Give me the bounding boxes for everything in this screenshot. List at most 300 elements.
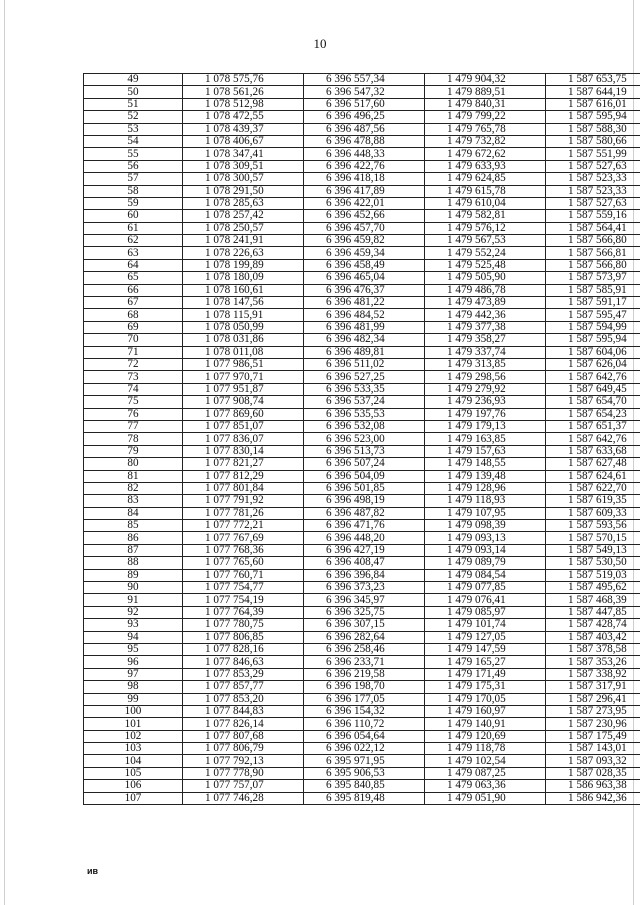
y2-coordinate-cell: 1 587 653,75 [546,74,640,86]
table-row [84,235,640,247]
y2-coordinate-cell: 1 587 093,32 [546,755,640,767]
table-row [84,482,640,494]
y2-coordinate-cell: 1 587 378,58 [546,643,640,655]
point-number-cell: 61 [84,222,183,234]
point-number-cell: 92 [84,606,183,618]
y-coordinate-cell: 6 396 110,72 [304,718,425,730]
x2-coordinate-cell: 1 479 313,85 [425,358,546,370]
y-coordinate-cell: 6 396 422,01 [304,197,425,209]
table-row [84,730,640,742]
y-coordinate-cell: 6 396 484,52 [304,309,425,321]
y-coordinate-cell: 6 395 819,48 [304,792,425,804]
x2-coordinate-cell: 1 479 163,85 [425,433,546,445]
x2-coordinate-cell: 1 479 197,76 [425,408,546,420]
y-coordinate-cell: 6 396 489,81 [304,346,425,358]
y2-coordinate-cell: 1 587 604,06 [546,346,640,358]
x2-coordinate-cell: 1 479 505,90 [425,272,546,284]
y-coordinate-cell: 6 396 547,32 [304,86,425,98]
y2-coordinate-cell: 1 587 523,33 [546,185,640,197]
table-row [84,705,640,717]
x2-coordinate-cell: 1 479 087,25 [425,767,546,779]
table-row [84,718,640,730]
table-row [84,135,640,147]
table-row [84,656,640,668]
x-coordinate-cell: 1 078 011,08 [183,346,304,358]
point-number-cell: 97 [84,668,183,680]
y-coordinate-cell: 6 396 498,19 [304,495,425,507]
point-number-cell: 81 [84,470,183,482]
table-row [84,334,640,346]
table-row [84,767,640,779]
x-coordinate-cell: 1 077 830,14 [183,445,304,457]
x-coordinate-cell: 1 077 828,16 [183,643,304,655]
x2-coordinate-cell: 1 479 076,41 [425,594,546,606]
point-number-cell: 67 [84,297,183,309]
x-coordinate-cell: 1 078 147,56 [183,297,304,309]
coordinates-table [83,73,640,805]
x-coordinate-cell: 1 077 754,77 [183,582,304,594]
x-coordinate-cell: 1 077 807,68 [183,730,304,742]
x-coordinate-cell: 1 077 986,51 [183,358,304,370]
y-coordinate-cell: 6 396 154,32 [304,705,425,717]
y-coordinate-cell: 6 396 325,75 [304,606,425,618]
x2-coordinate-cell: 1 479 525,48 [425,259,546,271]
y2-coordinate-cell: 1 587 570,15 [546,532,640,544]
x-coordinate-cell: 1 077 791,92 [183,495,304,507]
point-number-cell: 50 [84,86,183,98]
y2-coordinate-cell: 1 587 403,42 [546,631,640,643]
x2-coordinate-cell: 1 479 486,78 [425,284,546,296]
y-coordinate-cell: 6 396 507,24 [304,458,425,470]
point-number-cell: 100 [84,705,183,717]
point-number-cell: 82 [84,482,183,494]
y2-coordinate-cell: 1 587 595,47 [546,309,640,321]
point-number-cell: 59 [84,197,183,209]
x2-coordinate-cell: 1 479 098,39 [425,520,546,532]
x-coordinate-cell: 1 077 951,87 [183,383,304,395]
x-coordinate-cell: 1 077 821,27 [183,458,304,470]
point-number-cell: 57 [84,173,183,185]
x-coordinate-cell: 1 077 970,71 [183,371,304,383]
point-number-cell: 76 [84,408,183,420]
table-row [84,445,640,457]
x-coordinate-cell: 1 078 031,86 [183,334,304,346]
y-coordinate-cell: 6 396 022,12 [304,743,425,755]
x2-coordinate-cell: 1 479 672,62 [425,148,546,160]
point-number-cell: 77 [84,420,183,432]
point-number-cell: 80 [84,458,183,470]
y2-coordinate-cell: 1 587 573,97 [546,272,640,284]
point-number-cell: 88 [84,557,183,569]
y-coordinate-cell: 6 396 448,33 [304,148,425,160]
table-row [84,544,640,556]
y-coordinate-cell: 6 396 307,15 [304,619,425,631]
x2-coordinate-cell: 1 479 063,36 [425,780,546,792]
y2-coordinate-cell: 1 587 566,80 [546,259,640,271]
x2-coordinate-cell: 1 479 624,85 [425,173,546,185]
x-coordinate-cell: 1 077 757,07 [183,780,304,792]
x2-coordinate-cell: 1 479 160,97 [425,705,546,717]
y-coordinate-cell: 6 396 219,58 [304,668,425,680]
table-row [84,371,640,383]
table-row [84,668,640,680]
y-coordinate-cell: 6 396 054,64 [304,730,425,742]
y-coordinate-cell: 6 395 906,53 [304,767,425,779]
point-number-cell: 98 [84,681,183,693]
x2-coordinate-cell: 1 479 377,38 [425,321,546,333]
left-scan-edge [4,0,5,905]
x2-coordinate-cell: 1 479 118,93 [425,495,546,507]
x-coordinate-cell: 1 077 778,90 [183,767,304,779]
x2-coordinate-cell: 1 479 298,56 [425,371,546,383]
y2-coordinate-cell: 1 587 447,85 [546,606,640,618]
x2-coordinate-cell: 1 479 552,24 [425,247,546,259]
point-number-cell: 102 [84,730,183,742]
point-number-cell: 87 [84,544,183,556]
x-coordinate-cell: 1 077 806,79 [183,743,304,755]
x-coordinate-cell: 1 077 768,36 [183,544,304,556]
point-number-cell: 101 [84,718,183,730]
y-coordinate-cell: 6 396 177,05 [304,693,425,705]
y-coordinate-cell: 6 396 417,89 [304,185,425,197]
y2-coordinate-cell: 1 587 591,17 [546,297,640,309]
x-coordinate-cell: 1 077 908,74 [183,396,304,408]
x-coordinate-cell: 1 077 826,14 [183,718,304,730]
y-coordinate-cell: 6 396 418,18 [304,173,425,185]
table-row [84,507,640,519]
point-number-cell: 69 [84,321,183,333]
x-coordinate-cell: 1 078 291,50 [183,185,304,197]
y2-coordinate-cell: 1 587 627,48 [546,458,640,470]
x2-coordinate-cell: 1 479 093,13 [425,532,546,544]
point-number-cell: 79 [84,445,183,457]
x-coordinate-cell: 1 078 160,61 [183,284,304,296]
y2-coordinate-cell: 1 587 649,45 [546,383,640,395]
x-coordinate-cell: 1 077 844,83 [183,705,304,717]
x-coordinate-cell: 1 078 309,51 [183,160,304,172]
table-row [84,148,640,160]
point-number-cell: 49 [84,74,183,86]
y2-coordinate-cell: 1 587 519,03 [546,569,640,581]
y2-coordinate-cell: 1 587 580,66 [546,135,640,147]
x2-coordinate-cell: 1 479 732,82 [425,135,546,147]
y-coordinate-cell: 6 396 511,02 [304,358,425,370]
x-coordinate-cell: 1 077 812,29 [183,470,304,482]
y-coordinate-cell: 6 396 487,82 [304,507,425,519]
y-coordinate-cell: 6 396 481,22 [304,297,425,309]
table-row [84,470,640,482]
x2-coordinate-cell: 1 479 051,90 [425,792,546,804]
table-row [84,420,640,432]
table-row [84,297,640,309]
y2-coordinate-cell: 1 587 654,70 [546,396,640,408]
y2-coordinate-cell: 1 587 609,33 [546,507,640,519]
table-row [84,383,640,395]
point-number-cell: 62 [84,235,183,247]
y-coordinate-cell: 6 396 476,37 [304,284,425,296]
y-coordinate-cell: 6 396 535,53 [304,408,425,420]
x2-coordinate-cell: 1 479 139,48 [425,470,546,482]
y-coordinate-cell: 6 396 478,88 [304,135,425,147]
point-number-cell: 58 [84,185,183,197]
x2-coordinate-cell: 1 479 889,51 [425,86,546,98]
x-coordinate-cell: 1 078 226,63 [183,247,304,259]
y2-coordinate-cell: 1 587 028,35 [546,767,640,779]
table-row [84,495,640,507]
table-row [84,98,640,110]
point-number-cell: 56 [84,160,183,172]
table-row [84,458,640,470]
table-row [84,792,640,804]
point-number-cell: 99 [84,693,183,705]
y-coordinate-cell: 6 396 459,82 [304,235,425,247]
y2-coordinate-cell: 1 587 642,76 [546,433,640,445]
point-number-cell: 83 [84,495,183,507]
x-coordinate-cell: 1 077 857,77 [183,681,304,693]
x2-coordinate-cell: 1 479 170,05 [425,693,546,705]
point-number-cell: 74 [84,383,183,395]
x2-coordinate-cell: 1 479 093,14 [425,544,546,556]
y-coordinate-cell: 6 396 482,34 [304,334,425,346]
table-row [84,433,640,445]
x2-coordinate-cell: 1 479 102,54 [425,755,546,767]
y2-coordinate-cell: 1 587 622,70 [546,482,640,494]
y2-coordinate-cell: 1 587 566,81 [546,247,640,259]
point-number-cell: 104 [84,755,183,767]
table-row [84,173,640,185]
x2-coordinate-cell: 1 479 084,54 [425,569,546,581]
y2-coordinate-cell: 1 587 595,94 [546,111,640,123]
x-coordinate-cell: 1 077 772,21 [183,520,304,532]
y-coordinate-cell: 6 396 513,73 [304,445,425,457]
point-number-cell: 107 [84,792,183,804]
y2-coordinate-cell: 1 587 523,33 [546,173,640,185]
x-coordinate-cell: 1 077 765,60 [183,557,304,569]
y-coordinate-cell: 6 396 345,97 [304,594,425,606]
x2-coordinate-cell: 1 479 175,31 [425,681,546,693]
table-row [84,780,640,792]
x-coordinate-cell: 1 078 257,42 [183,210,304,222]
y-coordinate-cell: 6 396 471,76 [304,520,425,532]
y2-coordinate-cell: 1 587 588,30 [546,123,640,135]
x-coordinate-cell: 1 077 806,85 [183,631,304,643]
x-coordinate-cell: 1 077 792,13 [183,755,304,767]
y2-coordinate-cell: 1 587 175,49 [546,730,640,742]
y2-coordinate-cell: 1 587 651,37 [546,420,640,432]
y-coordinate-cell: 6 395 971,95 [304,755,425,767]
y2-coordinate-cell: 1 587 549,13 [546,544,640,556]
x-coordinate-cell: 1 077 767,69 [183,532,304,544]
y2-coordinate-cell: 1 587 564,41 [546,222,640,234]
y-coordinate-cell: 6 395 840,85 [304,780,425,792]
y-coordinate-cell: 6 396 396,84 [304,569,425,581]
y2-coordinate-cell: 1 587 624,61 [546,470,640,482]
x2-coordinate-cell: 1 479 118,78 [425,743,546,755]
y-coordinate-cell: 6 396 452,66 [304,210,425,222]
x2-coordinate-cell: 1 479 128,96 [425,482,546,494]
table-row [84,74,640,86]
point-number-cell: 66 [84,284,183,296]
y-coordinate-cell: 6 396 537,24 [304,396,425,408]
x-coordinate-cell: 1 077 754,19 [183,594,304,606]
y2-coordinate-cell: 1 587 559,16 [546,210,640,222]
table-row [84,693,640,705]
y2-coordinate-cell: 1 587 317,91 [546,681,640,693]
table-row [84,631,640,643]
x-coordinate-cell: 1 077 853,20 [183,693,304,705]
y2-coordinate-cell: 1 587 595,94 [546,334,640,346]
y-coordinate-cell: 6 396 532,08 [304,420,425,432]
table-row [84,532,640,544]
y2-coordinate-cell: 1 587 642,76 [546,371,640,383]
y-coordinate-cell: 6 396 517,60 [304,98,425,110]
x2-coordinate-cell: 1 479 107,95 [425,507,546,519]
y2-coordinate-cell: 1 587 644,19 [546,86,640,98]
point-number-cell: 52 [84,111,183,123]
point-number-cell: 94 [84,631,183,643]
y-coordinate-cell: 6 396 523,00 [304,433,425,445]
y-coordinate-cell: 6 396 427,19 [304,544,425,556]
y2-coordinate-cell: 1 587 616,01 [546,98,640,110]
table-row [84,284,640,296]
point-number-cell: 95 [84,643,183,655]
x2-coordinate-cell: 1 479 799,22 [425,111,546,123]
x2-coordinate-cell: 1 479 610,04 [425,197,546,209]
x2-coordinate-cell: 1 479 615,78 [425,185,546,197]
point-number-cell: 64 [84,259,183,271]
x2-coordinate-cell: 1 479 165,27 [425,656,546,668]
y2-coordinate-cell: 1 587 654,23 [546,408,640,420]
x-coordinate-cell: 1 078 561,26 [183,86,304,98]
table-row [84,619,640,631]
y-coordinate-cell: 6 396 487,56 [304,123,425,135]
y-coordinate-cell: 6 396 258,46 [304,643,425,655]
x2-coordinate-cell: 1 479 157,63 [425,445,546,457]
y-coordinate-cell: 6 396 457,70 [304,222,425,234]
x-coordinate-cell: 1 077 764,39 [183,606,304,618]
table-row [84,346,640,358]
point-number-cell: 89 [84,569,183,581]
y2-coordinate-cell: 1 587 633,68 [546,445,640,457]
y-coordinate-cell: 6 396 504,09 [304,470,425,482]
y2-coordinate-cell: 1 587 585,91 [546,284,640,296]
x2-coordinate-cell: 1 479 147,59 [425,643,546,655]
x-coordinate-cell: 1 077 853,29 [183,668,304,680]
table-row [84,222,640,234]
table-row [84,594,640,606]
x-coordinate-cell: 1 078 250,57 [183,222,304,234]
table-row [84,520,640,532]
x-coordinate-cell: 1 077 801,84 [183,482,304,494]
table-row [84,606,640,618]
y2-coordinate-cell: 1 587 530,50 [546,557,640,569]
point-number-cell: 55 [84,148,183,160]
y2-coordinate-cell: 1 587 428,74 [546,619,640,631]
table-row [84,160,640,172]
x-coordinate-cell: 1 078 347,41 [183,148,304,160]
x2-coordinate-cell: 1 479 840,31 [425,98,546,110]
y-coordinate-cell: 6 396 459,34 [304,247,425,259]
x-coordinate-cell: 1 078 575,76 [183,74,304,86]
y-coordinate-cell: 6 396 448,20 [304,532,425,544]
x2-coordinate-cell: 1 479 358,27 [425,334,546,346]
y-coordinate-cell: 6 396 481,99 [304,321,425,333]
point-number-cell: 73 [84,371,183,383]
y-coordinate-cell: 6 396 422,76 [304,160,425,172]
y-coordinate-cell: 6 396 465,04 [304,272,425,284]
x-coordinate-cell: 1 077 836,07 [183,433,304,445]
x2-coordinate-cell: 1 479 085,97 [425,606,546,618]
y-coordinate-cell: 6 396 233,71 [304,656,425,668]
y-coordinate-cell: 6 396 408,47 [304,557,425,569]
table-row [84,123,640,135]
y-coordinate-cell: 6 396 527,25 [304,371,425,383]
point-number-cell: 78 [84,433,183,445]
x-coordinate-cell: 1 077 869,60 [183,408,304,420]
x-coordinate-cell: 1 078 199,89 [183,259,304,271]
x2-coordinate-cell: 1 479 148,55 [425,458,546,470]
x-coordinate-cell: 1 078 512,98 [183,98,304,110]
y2-coordinate-cell: 1 587 296,41 [546,693,640,705]
y2-coordinate-cell: 1 587 230,96 [546,718,640,730]
x2-coordinate-cell: 1 479 101,74 [425,619,546,631]
x2-coordinate-cell: 1 479 127,05 [425,631,546,643]
point-number-cell: 84 [84,507,183,519]
coordinates-table-body [84,74,640,805]
table-row [84,259,640,271]
y2-coordinate-cell: 1 587 594,99 [546,321,640,333]
x-coordinate-cell: 1 077 760,71 [183,569,304,581]
point-number-cell: 105 [84,767,183,779]
x-coordinate-cell: 1 078 285,63 [183,197,304,209]
point-number-cell: 68 [84,309,183,321]
x-coordinate-cell: 1 078 472,55 [183,111,304,123]
x2-coordinate-cell: 1 479 473,89 [425,297,546,309]
x-coordinate-cell: 1 077 846,63 [183,656,304,668]
y2-coordinate-cell: 1 587 468,39 [546,594,640,606]
x2-coordinate-cell: 1 479 120,69 [425,730,546,742]
y2-coordinate-cell: 1 587 527,63 [546,160,640,172]
point-number-cell: 85 [84,520,183,532]
y2-coordinate-cell: 1 586 942,36 [546,792,640,804]
point-number-cell: 106 [84,780,183,792]
x-coordinate-cell: 1 077 781,26 [183,507,304,519]
y2-coordinate-cell: 1 587 143,01 [546,743,640,755]
y2-coordinate-cell: 1 587 551,99 [546,148,640,160]
point-number-cell: 93 [84,619,183,631]
y2-coordinate-cell: 1 587 626,04 [546,358,640,370]
table-row [84,111,640,123]
x2-coordinate-cell: 1 479 140,91 [425,718,546,730]
x2-coordinate-cell: 1 479 576,12 [425,222,546,234]
x-coordinate-cell: 1 078 050,99 [183,321,304,333]
x2-coordinate-cell: 1 479 236,93 [425,396,546,408]
y-coordinate-cell: 6 396 282,64 [304,631,425,643]
x-coordinate-cell: 1 078 439,37 [183,123,304,135]
table-row [84,569,640,581]
y-coordinate-cell: 6 396 557,34 [304,74,425,86]
page-number: 10 [313,36,327,51]
x2-coordinate-cell: 1 479 633,93 [425,160,546,172]
y2-coordinate-cell: 1 587 527,63 [546,197,640,209]
y-coordinate-cell: 6 396 373,23 [304,582,425,594]
point-number-cell: 90 [84,582,183,594]
point-number-cell: 72 [84,358,183,370]
point-number-cell: 51 [84,98,183,110]
table-row [84,743,640,755]
y2-coordinate-cell: 1 587 593,56 [546,520,640,532]
table-row [84,396,640,408]
